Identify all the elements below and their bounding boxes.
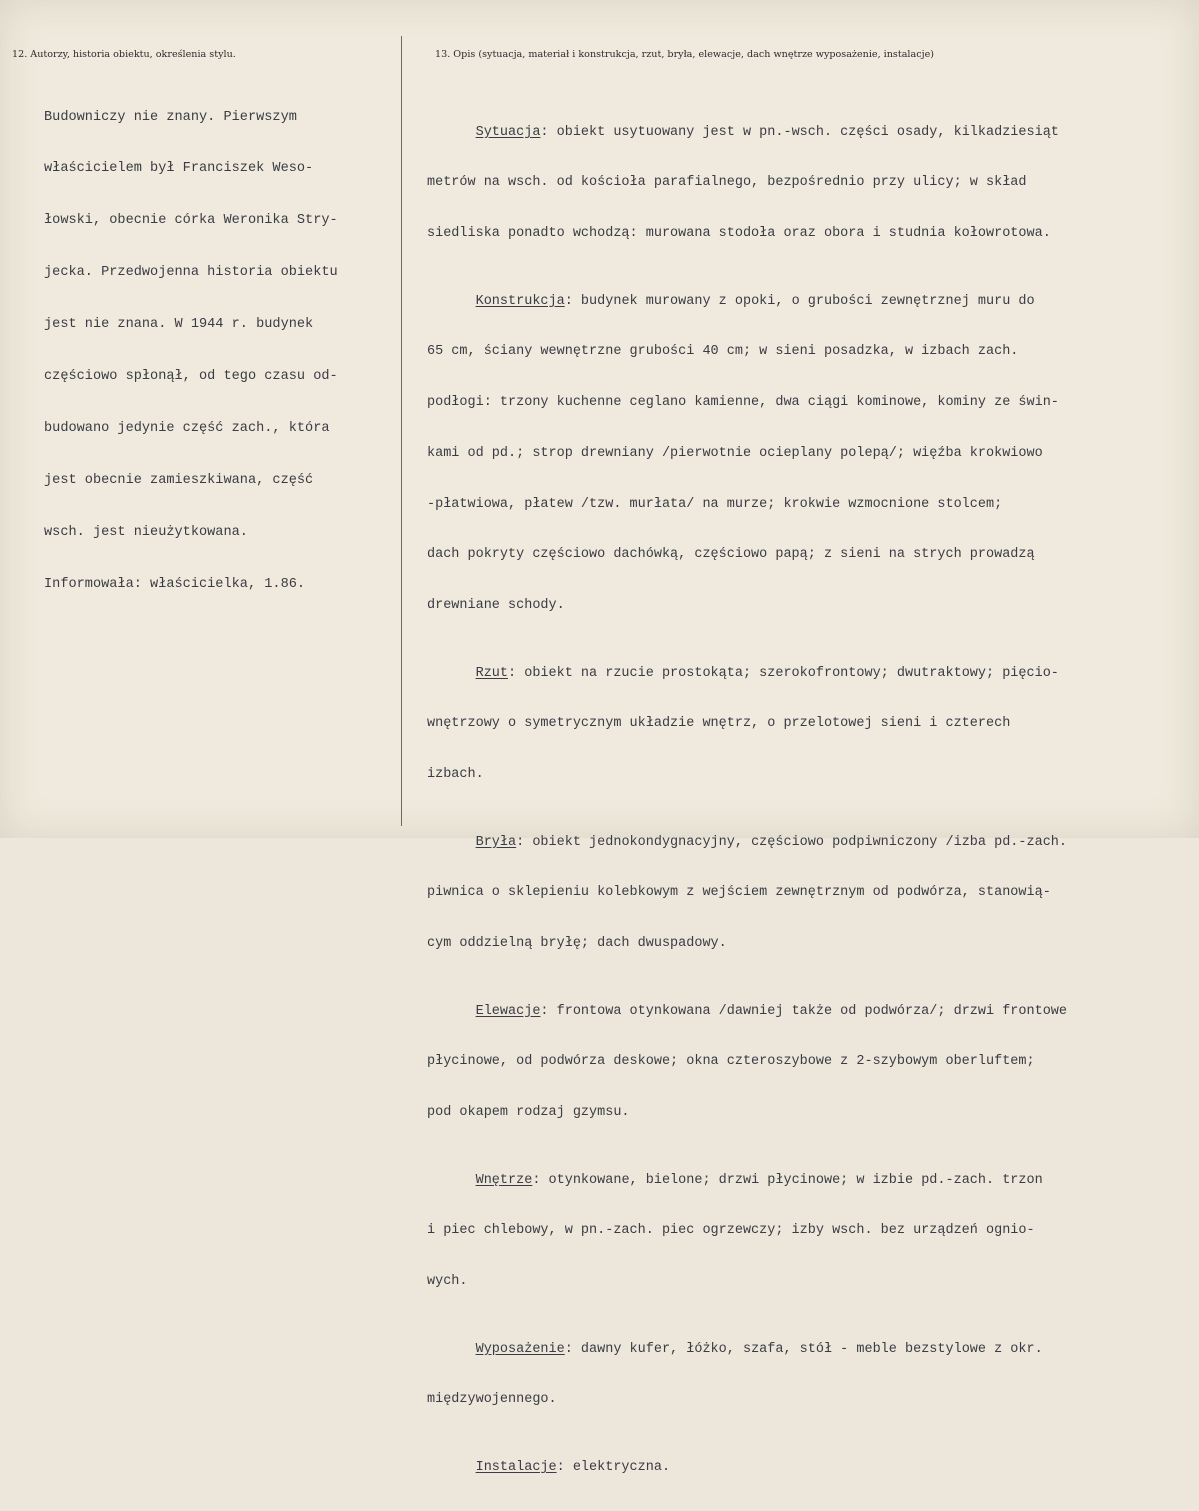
history-line: właścicielem był Franciszek Weso-: [44, 161, 314, 177]
history-line: jest nie znana. W 1944 r. budynek: [44, 317, 314, 333]
description-line: [427, 125, 1067, 142]
description-line: dach pokryty częściowo dachówką, częściowo papą; z sieni na strych prowadzą: [427, 547, 1035, 563]
description-line: cym oddzielną bryłę; dach dwuspadowy.: [427, 935, 727, 951]
description-line: [427, 1173, 1067, 1190]
section-text: : obiekt usytuowany jest w pn.-wsch. części osady, kilkadziesiąt: [540, 124, 1059, 140]
section-heading-sytuacja: Sytuacja: [475, 124, 541, 140]
history-text: [44, 74, 338, 628]
section-text: : elektryczna.: [556, 1459, 671, 1475]
section-text: : frontowa otynkowana /dawniej także od podwórza/; drzwi frontowe: [540, 1003, 1068, 1019]
section-heading-wnetrze: Wnętrze: [475, 1172, 533, 1188]
description-line: płycinowe, od podwórza deskowe; okna czteroszybowe z 2-szybowym oberluftem;: [427, 1054, 1035, 1070]
section-text: : otynkowane, bielone; drzwi płycinowe; w izbie pd.-zach. trzon: [532, 1172, 1043, 1188]
description-line: podłogi: trzony kuchenne ceglano kamienne, dwa ciągi kominowe, kominy ze świn-: [427, 395, 1059, 411]
history-line: Informowała: właścicielka, 1.86.: [44, 576, 306, 592]
description-line: drewniane schody.: [427, 597, 565, 613]
history-line: jest obecnie zamieszkiwana, część: [44, 472, 314, 488]
description-line: metrów na wsch. od kościoła parafialnego, bezpośrednio przy ulicy; w skład: [427, 175, 1027, 191]
description-line: międzywojennego.: [427, 1392, 557, 1408]
description-line: kami od pd.; strop drewniany /pierwotnie ocieplany polepą/; więźba krokwiowo: [427, 445, 1043, 461]
section-text: : obiekt jednokondygnacyjny, częściowo podpiwniczony /izba pd.-zach.: [516, 834, 1068, 850]
section-heading-rzut: Rzut: [475, 665, 509, 681]
description-line: [427, 1342, 1067, 1359]
history-line: budowano jedynie część zach., która: [44, 420, 330, 436]
section-heading-instalacje: Instalacje: [475, 1459, 557, 1475]
description-line: wych.: [427, 1274, 468, 1290]
description-line: -płatwiowa, płatew /tzw. murłata/ na murze; krokwie wzmocnione stolcem;: [427, 496, 1003, 512]
description-line: [427, 835, 1067, 852]
description-line: wnętrzowy o symetrycznym układzie wnętrz, o przelotowej sieni i czterech: [427, 716, 1011, 732]
description-text: [427, 74, 1067, 1511]
section-heading-elewacje: Elewacje: [475, 1003, 541, 1019]
description-line: [427, 1004, 1067, 1021]
description-line: izbach.: [427, 766, 484, 782]
section-heading-bryla: Bryła: [475, 834, 517, 850]
history-line: częściowo spłonął, od tego czasu od-: [44, 369, 338, 385]
section-heading-konstrukcja: Konstrukcja: [475, 293, 565, 309]
description-line: pod okapem rodzaj gzymsu.: [427, 1105, 630, 1120]
section-text: : budynek murowany z opoki, o grubości zewnętrznej muru do: [564, 293, 1035, 309]
description-line: i piec chlebowy, w pn.-zach. piec ogrzewczy; izby wsch. bez urządzeń ognio-: [427, 1223, 1035, 1239]
description-line: [427, 1460, 1067, 1477]
left-column-header: 12. Autorzy, historia obiektu, określenia stylu.: [12, 49, 236, 60]
section-heading-wyposazenie: Wyposażenie: [475, 1341, 565, 1357]
description-line: siedliska ponadto wchodzą: murowana stodoła oraz obora i studnia kołowrotowa.: [427, 226, 1051, 242]
description-line: [427, 294, 1067, 311]
description-line: 65 cm, ściany wewnętrzne grubości 40 cm; w sieni posadzka, w izbach zach.: [427, 344, 1019, 360]
history-line: łowski, obecnie córka Weronika Stry-: [44, 213, 338, 229]
description-line: [427, 666, 1067, 683]
history-line: Budowniczy nie znany. Pierwszym: [44, 109, 297, 125]
history-line: wsch. jest nieużytkowana.: [44, 524, 248, 540]
right-column-header: 13. Opis (sytuacja, materiał i konstrukcja, rzut, bryła, elewacje, dach wnętrze wyposażenie, instalacje): [435, 49, 934, 60]
section-text: : obiekt na rzucie prostokąta; szerokofrontowy; dwutraktowy; pięcio-: [508, 665, 1059, 681]
history-line: jecka. Przedwojenna historia obiektu: [44, 265, 338, 281]
description-line: piwnica o sklepieniu kolebkowym z wejściem zewnętrznym od podwórza, stanowią-: [427, 885, 1051, 901]
section-text: : dawny kufer, łóżko, szafa, stół - meble bezstylowe z okr.: [564, 1341, 1043, 1357]
column-divider: [401, 36, 402, 826]
